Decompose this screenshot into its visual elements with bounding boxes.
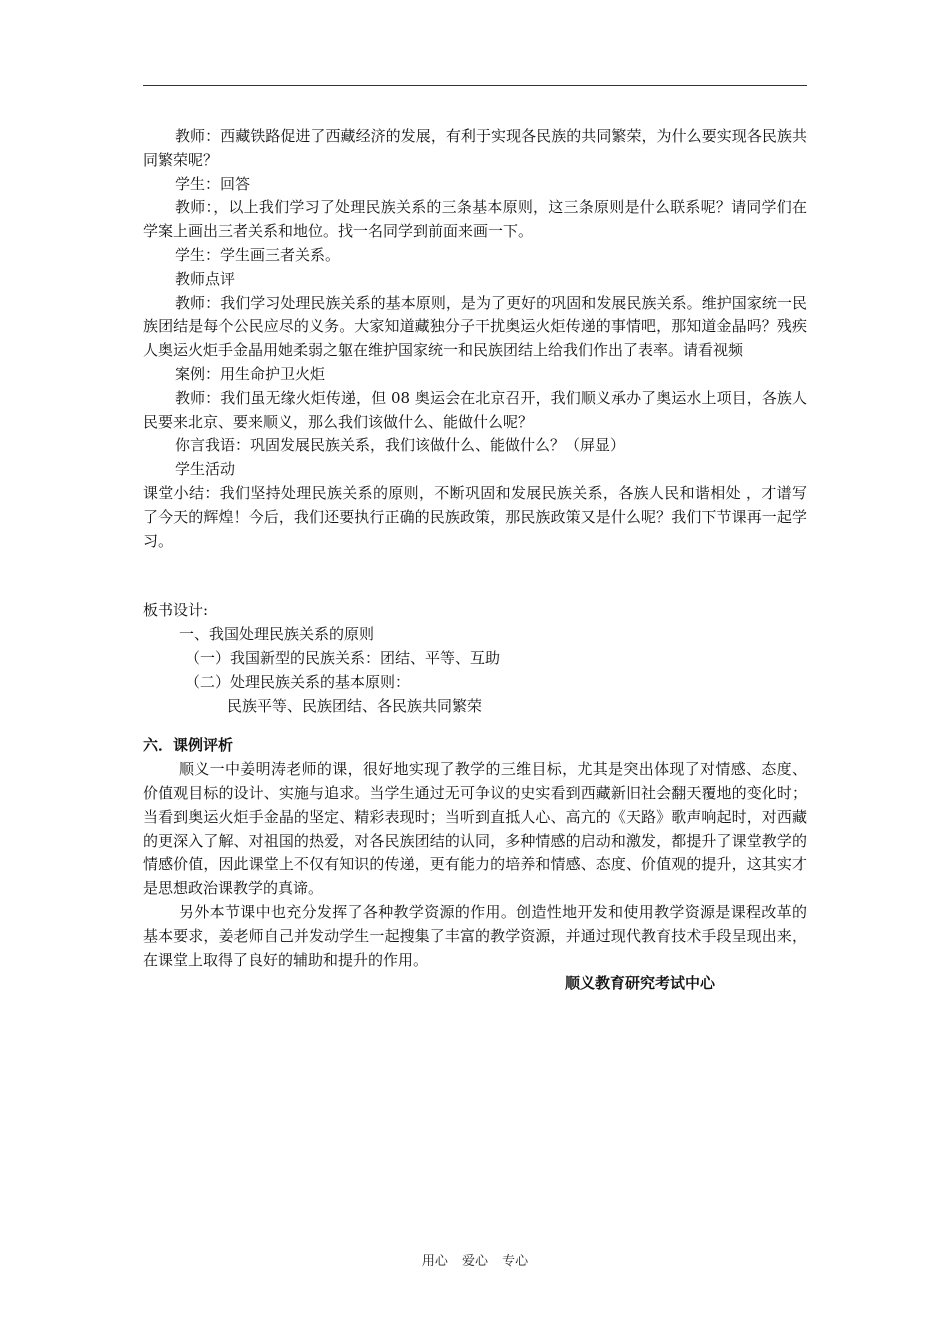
spacer	[143, 718, 807, 734]
board-item-detail: 民族平等、民族团结、各民族共同繁荣	[227, 696, 483, 715]
dialogue-paragraph: 教师点评	[175, 269, 236, 288]
review-paragraph: 另外本节课中也充分发挥了各种教学资源的作用。创造性地开发和使用教学资源是课程改革的基本要求，姜老师自己并发动学生一起搜集了丰富的教学资源，并通过现代教育技术手段呈现出来，在课堂上取得了良好的辅助和提升的作用。	[143, 902, 807, 969]
class-summary: 课堂小结：我们坚持处理民族关系的原则，不断巩固和发展民族关系，各族人民和谐相处 ，才谱写了今天的辉煌！今后，我们还要执行正确的民族政策，那民族政策又是什么呢？我们下节课再一起学习。	[143, 483, 807, 550]
dialogue-paragraph: 案例：用生命护卫火炬	[175, 364, 326, 383]
dialogue-paragraph: 学生活动	[175, 460, 236, 479]
page-content	[143, 125, 807, 996]
dialogue-paragraph: 教师：我们学习处理民族关系的基本原则，是为了更好的巩固和发展民族关系。维护国家统一民族团结是每个公民应尽的义务。大家知道藏独分子干扰奥运火炬传递的事情吧，那知道金晶吗？残疾人奥运火炬手金晶用她柔弱之躯在维护国家统一和民族团结上给我们作出了表率。请看视频	[143, 293, 807, 360]
spacer	[143, 553, 807, 599]
dialogue-paragraph: 教师：，以上我们学习了处理民族关系的三条基本原则，这三条原则是什么联系呢？请同学们在学案上画出三者关系和地位。找一名同学到前面来画一下。	[143, 198, 807, 241]
dialogue-paragraph: 学生：回答	[175, 174, 251, 193]
board-design-title: 板书设计:	[143, 601, 209, 620]
dialogue-paragraph: 教师：西藏铁路促进了西藏经济的发展，有利于实现各民族的共同繁荣，为什么要实现各民族共同繁荣呢？	[143, 127, 807, 169]
dialogue-paragraph: 学生：学生画三者关系。	[175, 245, 341, 264]
page-footer: 用心 爱心 专心	[421, 1254, 529, 1269]
signature: 顺义教育研究考试中心	[564, 974, 715, 993]
board-item: （二）处理民族关系的基本原则：	[185, 672, 411, 691]
section-heading: 六．课例评析	[143, 736, 234, 755]
dialogue-paragraph: 教师：我们虽无缘火炬传递，但 08 奥运会在北京召开，我们顺义承办了奥运水上项目，各族人民要来北京、要来顺义，那么我们该做什么、能做什么呢？	[143, 388, 807, 431]
review-paragraph: 顺义一中姜明涛老师的课，很好地实现了教学的三维目标，尤其是突出体现了对情感、态度、价值观目标的设计、实施与追求。当学生通过无可争议的史实看到西藏新旧社会翻天覆地的变化时；当看到奥运火炬手金晶的坚定、精彩表现时；当听到直抵人心、高亢的《天路》歌声响起时，对西藏的更深入了解、对祖国的热爱，对各民族团结的认同，多种情感的启动和激发，都提升了课堂教学的情感价值，因此课堂上不仅有知识的传递，更有能力的培养和情感、态度、价值观的提升，这其实才是思想政治课教学的真谛。	[143, 760, 807, 898]
board-heading: 一、我国处理民族关系的原则	[179, 625, 375, 644]
header-rule	[143, 85, 807, 86]
board-item: （一）我国新型的民族关系：团结、平等、互助	[185, 648, 501, 667]
dialogue-paragraph: 你言我语：巩固发展民族关系，我们该做什么、能做什么？（屏显）	[175, 436, 626, 455]
